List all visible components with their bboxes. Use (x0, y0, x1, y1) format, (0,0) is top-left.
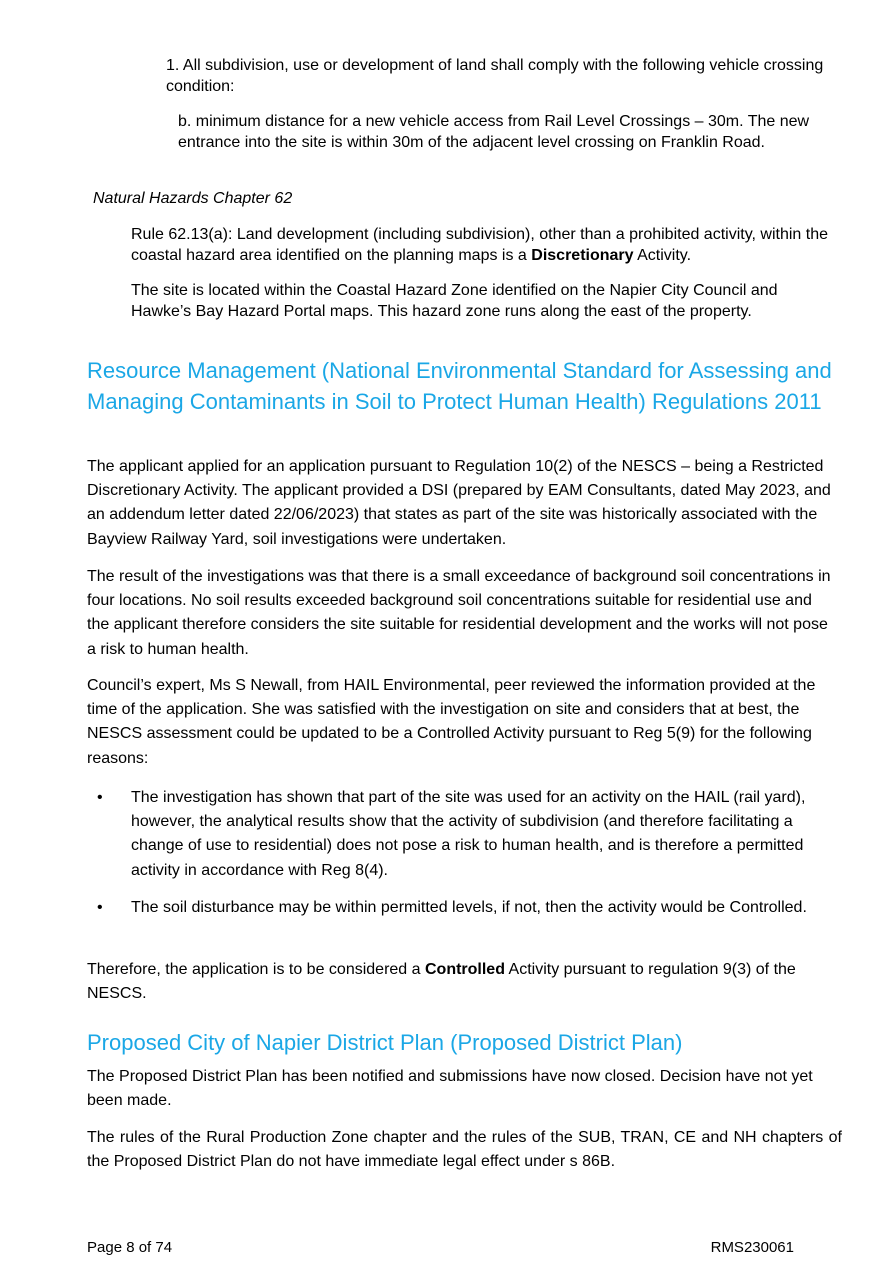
nescs-paragraph-3: Council’s expert, Ms S Newall, from HAIL Environmental, peer reviewed the information provided at the time of the application. She was satisfied with the investigation on site and considers that at best, the NESCS assessment could be updated to be a Controlled Activity pursuant to Reg 5(9) for the following reasons: (87, 677, 816, 767)
conclusion-text-end: Activity pursuant to regulation 9(3) of the NESCS. (87, 961, 796, 1003)
nescs-bullet-1: The investigation has shown that part of the site was used for an activity on the HAIL (rail yard), however, the analytical results show that the activity of subdivision (and therefore facilitating a change of use to residential) does not pose a risk to human health, and is therefore a permitted activity in accordance with Reg 8(4). (131, 789, 806, 879)
bullet-marker: • (97, 789, 103, 806)
nescs-conclusion (87, 958, 827, 1006)
document-reference: RMS230061 (710, 1239, 794, 1256)
rule-text: Rule 62.13(a): Land development (including subdivision), other than a prohibited activity, within the coastal hazard area identified on the planning maps is a (131, 226, 828, 264)
bullet-marker: • (97, 899, 103, 916)
rule-bold: Discretionary (531, 246, 634, 264)
page-number: Page 8 of 74 (87, 1239, 173, 1256)
rule-item-1: 1. All subdivision, use or development of land shall comply with the following vehicle crossing condition: (166, 57, 824, 95)
nescs-paragraph-1: The applicant applied for an application pursuant to Regulation 10(2) of the NESCS – being a Restricted Discretionary Activity. The applicant provided a DSI (prepared by EAM Consultants, dated May 2023, and an addendum letter dated 22/06/2023) that states as part of the site was historically associated with the Bayview Railway Yard, soil investigations were undertaken. (87, 458, 831, 548)
natural-hazards-title: Natural Hazards Chapter 62 (93, 190, 293, 207)
nescs-bullet-2: The soil disturbance may be within permitted levels, if not, then the activity would be Controlled. (131, 899, 807, 916)
natural-hazards-rule (131, 225, 836, 266)
nescs-heading: Resource Management (National Environmental Standard for Assessing and Managing Contaminants in Soil to Protect Human Health) Regulations 2011 (87, 358, 832, 414)
conclusion-text: Therefore, the application is to be considered a (87, 961, 425, 978)
proposed-plan-paragraph-1: The Proposed District Plan has been notified and submissions have now closed. Decision have not yet been made. (87, 1068, 813, 1110)
proposed-plan-heading: Proposed City of Napier District Plan (Proposed District Plan) (87, 1030, 683, 1055)
natural-hazards-site: The site is located within the Coastal Hazard Zone identified on the Napier City Council and Hawke’s Bay Hazard Portal maps. This hazard zone runs along the east of the property. (131, 282, 778, 320)
proposed-plan-paragraph-2: The rules of the Rural Production Zone chapter and the rules of the SUB, TRAN, CE and NH chapters of the Proposed District Plan do not have immediate legal effect under s 86B. (87, 1129, 842, 1171)
rule-item-b: b. minimum distance for a new vehicle access from Rail Level Crossings – 30m. The new entrance into the site is within 30m of the adjacent level crossing on Franklin Road. (178, 113, 810, 151)
conclusion-bold: Controlled (424, 961, 505, 978)
nescs-paragraph-2: The result of the investigations was that there is a small exceedance of background soil concentrations in four locations. No soil results exceeded background soil concentrations suitable for residential use and the applicant therefore considers the site suitable for residential development and the works will not pose a risk to human health. (87, 568, 831, 658)
rule-text-end: Activity. (633, 246, 692, 264)
